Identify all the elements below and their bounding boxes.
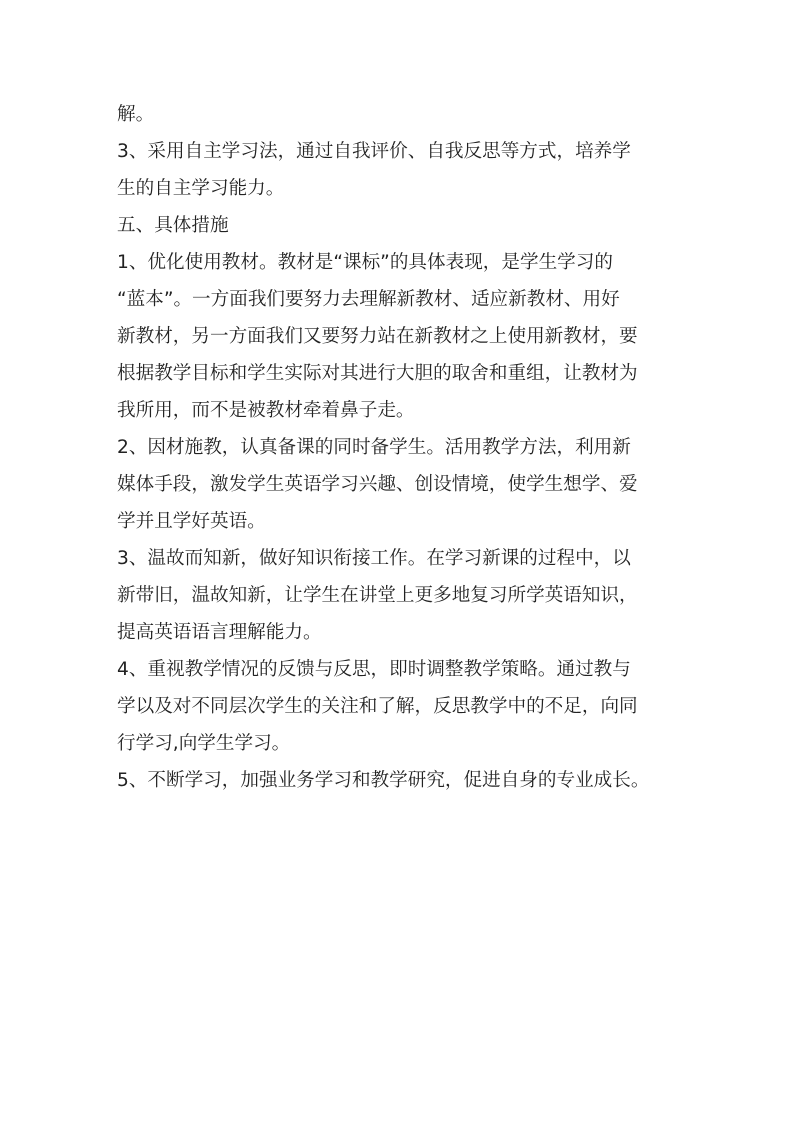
paragraph-measure-2 xyxy=(117,429,687,540)
heading-text: 五、具体措施 xyxy=(117,215,229,236)
text-line: 新教材，另一方面我们又要努力站在新教材之上使用新教材，要 xyxy=(117,326,638,347)
text-line: 媒体手段，激发学生英语学习兴趣、创设情境，使学生想学、爱 xyxy=(117,474,638,495)
text-line: 1、优化使用教材。教材是“课标”的具体表现，是学生学习的 xyxy=(117,252,613,273)
paragraph-measure-1 xyxy=(117,244,687,429)
text-line: 4、重视教学情况的反馈与反思，即时调整教学策略。通过教与 xyxy=(117,659,631,680)
paragraph-measure-5 xyxy=(117,762,687,799)
document-body xyxy=(117,96,687,799)
paragraph-continuation xyxy=(117,96,687,133)
section-heading xyxy=(117,207,687,244)
text-line: 2、因材施教，认真备课的同时备学生。活用教学方法，利用新 xyxy=(117,437,631,458)
text-line: 学并且学好英语。 xyxy=(117,511,266,532)
text-line: 生的自主学习能力。 xyxy=(117,178,285,199)
text-line: 5、不断学习，加强业务学习和教学研究，促进自身的专业成长。 xyxy=(117,770,650,791)
text-line: 新带旧，温故知新，让学生在讲堂上更多地复习所学英语知识， xyxy=(117,585,638,606)
text-line: 行学习,向学生学习。 xyxy=(117,733,291,754)
text-line: 3、采用自主学习法，通过自我评价、自我反思等方式，培养学 xyxy=(117,141,631,162)
text-line: 根据教学目标和学生实际对其进行大胆的取舍和重组，让教材为 xyxy=(117,363,638,384)
text-line: 学以及对不同层次学生的关注和了解，反思教学中的不足，向同 xyxy=(117,696,638,717)
text-line: “蓝本”。一方面我们要努力去理解新教材、适应新教材、用好 xyxy=(117,289,620,310)
text-line: 我所用，而不是被教材牵着鼻子走。 xyxy=(117,400,415,421)
paragraph-measure-4 xyxy=(117,651,687,762)
paragraph-item-3-method xyxy=(117,133,687,207)
text-line: 解。 xyxy=(117,104,155,125)
text-line: 3、温故而知新，做好知识衔接工作。在学习新课的过程中，以 xyxy=(117,548,631,569)
paragraph-measure-3 xyxy=(117,540,687,651)
text-line: 提高英语语言理解能力。 xyxy=(117,622,322,643)
